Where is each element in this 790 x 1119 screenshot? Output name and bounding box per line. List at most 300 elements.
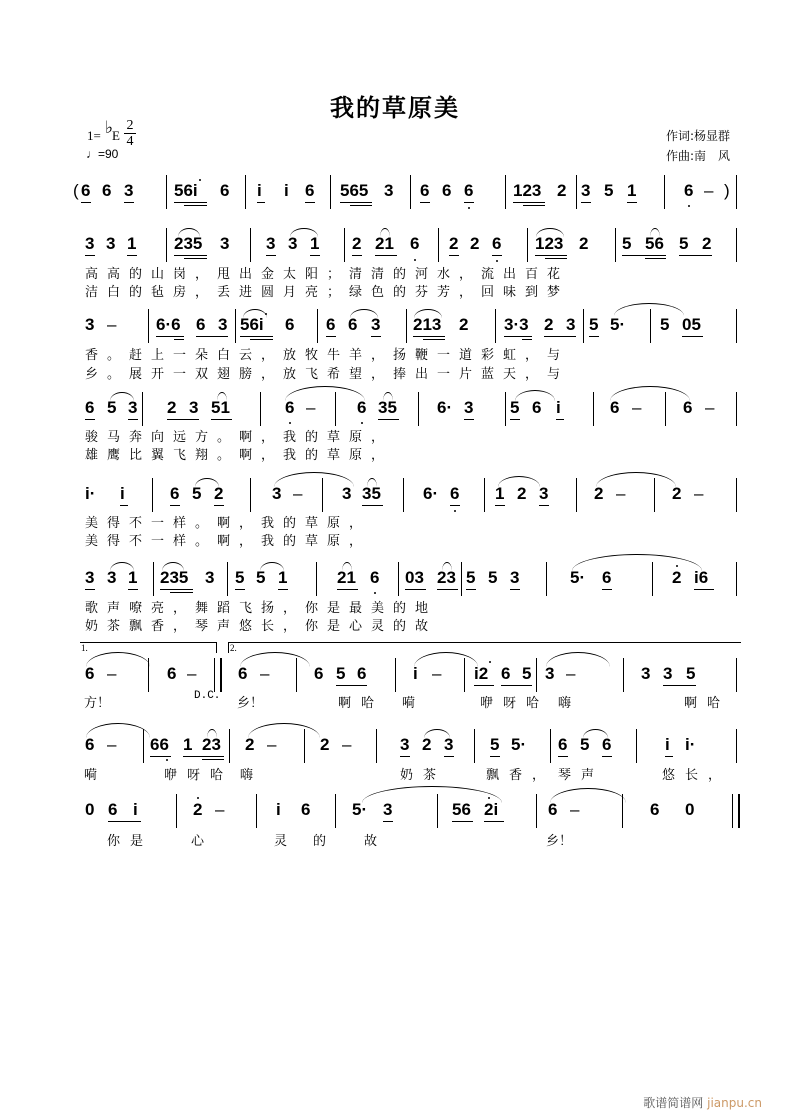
time-bottom: 4 [124,133,136,149]
volta-second-ending [228,642,741,653]
note: 3 [288,234,298,253]
lyric: 咿呀哈 [164,768,234,783]
note: 0 [85,800,95,819]
barline [152,478,153,512]
double-barline [214,658,222,692]
lyrics-verse-2 [80,444,740,463]
barline [296,658,297,692]
note: i [276,800,281,819]
note: 6 [108,800,118,819]
note: 2 [214,484,224,503]
note: 3 [383,800,393,819]
barline [636,729,637,763]
staff-row-7 [80,664,740,694]
note: 5 [679,234,689,253]
barline [322,478,323,512]
note: 2 [672,568,682,587]
staff-row-6 [80,568,740,598]
time-signature [124,118,136,149]
barline [235,309,236,343]
barline [736,309,737,343]
note: 6 [464,181,474,200]
note: i [665,735,670,754]
key-note: E [112,128,120,143]
note: 6 [305,181,315,200]
note: 5 [604,181,614,200]
lyric: 悠长， [662,768,732,783]
lyric: 灵的 [274,834,353,849]
note: 2 [702,234,712,253]
paren-close: ) [724,181,730,200]
note: i2 [474,664,489,683]
lyrics-verse-1 [80,512,740,531]
note: 5 [510,398,520,417]
note: 6·6 [156,315,181,334]
note: 1 [627,181,637,200]
note: 6 [357,398,367,417]
barline [250,478,251,512]
note: 0 [685,800,695,819]
note: 35 [362,484,381,503]
staff-row-5 [80,484,740,514]
barline [576,175,577,209]
staff-row-3 [80,315,740,345]
barline [256,794,257,828]
lyric: 乡！ [237,696,264,711]
lyrics-verse-2 [80,363,740,382]
barline [546,562,547,596]
barline [260,392,261,426]
note: i· [685,735,696,754]
staff-row-4 [80,398,740,428]
lyric: 方！ [84,696,111,711]
note: 03 [405,568,424,587]
barline [623,658,624,692]
barline [250,228,251,262]
lyrics-verse-2 [80,281,740,300]
note: 3 [106,234,116,253]
note: 6 [492,234,502,253]
dash: – [566,664,576,683]
staff-row-9 [80,800,740,830]
lyrics-verse-1 [80,597,740,616]
watermark [643,1094,762,1111]
note: 2 [470,234,480,253]
lyric: 啊哈 [684,696,731,711]
note: 6 [650,800,660,819]
lyrics-verse-1 [80,426,740,445]
barline [398,562,399,596]
dash: – [215,800,225,819]
note: 565 [340,181,369,200]
barline [304,729,305,763]
note: 3 [85,315,95,334]
note: 5 [580,735,590,754]
note: 213 [413,315,442,334]
barline [495,309,496,343]
note: 5 [522,664,532,683]
note: 2i [484,800,499,819]
barline [403,478,404,512]
note: 1 [183,735,193,754]
note: 2 [594,484,604,503]
note: 6 [85,664,95,683]
dash: – [704,181,714,200]
note: 3 [218,315,228,334]
note: 6 [81,181,91,200]
note: 6 [684,181,694,200]
volta-label: 2. [230,643,237,653]
key-prefix: 1= [87,128,101,143]
note: 123 [513,181,542,200]
note: 6 [238,664,248,683]
barline [736,228,737,262]
lyric-line: 骏马奔向远方。啊，我的草原， [85,430,394,445]
note: i [257,181,262,200]
dash: – [260,664,270,683]
lyric-line: 美得不一样。啊，我的草原， [85,534,372,549]
note: 2 [193,800,203,819]
note: 56 [452,800,471,819]
note: 2 [672,484,682,503]
note: 2 [517,484,527,503]
barline [622,794,623,828]
note: 1 [127,234,137,253]
dash: – [187,664,197,683]
note: 6 [532,398,542,417]
note: i [413,664,418,683]
note: 3 [539,484,549,503]
note: 3 [342,484,352,503]
note: 2 [352,234,362,253]
note: 05 [682,315,701,334]
barline [166,228,167,262]
note: 6 [420,181,430,200]
note: 5 [107,398,117,417]
lyric-line: 香。赶上一朵白云，放牧牛羊，扬鞭一道彩虹，与 [85,348,570,363]
note: 5 [192,484,202,503]
barline [736,478,737,512]
note: 6 [370,568,380,587]
note: 6 [85,398,95,417]
barline [142,392,143,426]
barline [227,562,228,596]
barline [505,175,506,209]
note: 51 [211,398,230,417]
note: 2 [320,735,330,754]
note: 1 [310,234,320,253]
lyrics-row-9 [80,830,740,849]
barline [335,794,336,828]
note: 5 [589,315,599,334]
note: 6 [501,664,511,683]
dash: – [107,315,117,334]
note: 5· [352,800,368,819]
barline [536,794,537,828]
lyric: 你是 [107,834,154,849]
note: 6 [285,398,295,417]
note: 2 [167,398,177,417]
note: i [120,484,125,503]
note: 3 [85,234,95,253]
barline [418,392,419,426]
barline [344,228,345,262]
barline [736,392,737,426]
note: 6 [610,398,620,417]
dash: – [694,484,704,503]
note: 3 [510,568,520,587]
note: 3 [266,234,276,253]
lyrics-row-7 [80,690,740,711]
credits [666,126,730,166]
note: 3 [205,568,215,587]
note: 235 [160,568,189,587]
note: 3 [107,568,117,587]
note: 5 [622,234,632,253]
dash: – [570,800,580,819]
barline [330,175,331,209]
note: 2 [459,315,469,334]
lyricist: 作词:杨显群 [665,129,730,143]
note: 3 [124,181,134,200]
note: 5 [660,315,670,334]
barline [166,175,167,209]
volta-label: 1. [81,643,88,653]
note: 6 [170,484,180,503]
note: 23 [202,735,221,754]
note: 6 [167,664,177,683]
note: 2 [544,315,554,334]
lyric-line: 乡。展开一双翅膀，放飞希望，捧出一片蓝天，与 [85,367,570,382]
watermark-cn: 歌谱简谱网 [643,1096,704,1110]
barline [461,562,462,596]
staff-row-1 [73,181,740,211]
barline [317,309,318,343]
note: 6 [326,315,336,334]
dash: – [632,398,642,417]
lyric-line: 歌声嘹亮，舞蹈飞扬，你是最美的地 [85,601,438,616]
dash: – [267,735,277,754]
barline [536,658,537,692]
barline [484,478,485,512]
note: 3 [85,568,95,587]
dash: – [432,664,442,683]
note: 3 [189,398,199,417]
barline [527,228,528,262]
barline [583,309,584,343]
note: 3 [272,484,282,503]
note: 6 [102,181,112,200]
note: 1 [128,568,138,587]
note: 6 [602,568,612,587]
paren-open: ( [73,181,79,200]
note: 5· [570,568,586,587]
barline [665,392,666,426]
note: 6 [450,484,460,503]
note: 3 [464,398,474,417]
barline [593,392,594,426]
note: 1 [495,484,505,503]
note: 6 [301,800,311,819]
note: 6 [314,664,324,683]
dc-marking: D.C. [194,690,221,702]
barline [410,175,411,209]
barline [736,729,737,763]
note: 2 [422,735,432,754]
barline [464,658,465,692]
note: 6 [442,181,452,200]
barline [148,658,149,692]
note: 6 [602,735,612,754]
barline [395,658,396,692]
note: 2 [245,735,255,754]
barline [148,309,149,343]
barline [229,729,230,763]
lyrics-row-8 [80,764,740,783]
note: 1 [278,568,288,587]
note: 21 [337,568,356,587]
lyrics-verse-2 [80,530,740,549]
lyric: 嗨 [240,768,254,783]
note: 3 [128,398,138,417]
note: 5 [235,568,245,587]
lyric: 乡！ [546,834,573,849]
staff-row-2 [80,234,740,264]
lyric: 啊哈 [338,696,385,711]
note: 3 [400,735,410,754]
barline [406,309,407,343]
lyric: 嗨 [558,696,572,711]
lyric: 故 [364,834,378,849]
note: 23 [437,568,456,587]
barline [654,478,655,512]
lyric: 嗬 [84,768,98,783]
note: 6 [220,181,230,200]
barline [153,562,154,596]
lyric: 奶茶 [400,768,447,783]
barline [736,658,737,692]
barline [615,228,616,262]
lyric: 咿呀哈 [480,696,550,711]
song-title: 我的草原美 [330,94,460,122]
lyrics-verse-1 [80,344,740,363]
barline [316,562,317,596]
barline [245,175,246,209]
note: 2 [579,234,589,253]
barline [664,175,665,209]
note: 56 [645,234,664,253]
note: 6 [683,398,693,417]
note: 5 [256,568,266,587]
dash: – [616,484,626,503]
barline [736,562,737,596]
note: 66 [150,735,169,754]
lyric: 心 [191,834,205,849]
note: 2 [449,234,459,253]
note: 3 [545,664,555,683]
note: 5 [466,568,476,587]
note: 5 [336,664,346,683]
composer: 作曲:南 风 [665,149,730,163]
dash: – [293,484,303,503]
dash: – [705,398,715,417]
note: 2 [557,181,567,200]
note: 56i [174,181,198,200]
barline [736,175,737,209]
note: 3 [641,664,651,683]
dash: – [107,664,117,683]
note: 6 [357,664,367,683]
lyric-line: 美得不一样。啊，我的草原， [85,516,372,531]
note: 5 [686,664,696,683]
note: i· [85,484,96,503]
lyric: 嗬 [402,696,416,711]
barline [652,562,653,596]
note: 235 [174,234,203,253]
note: 6 [85,735,95,754]
quarter-note-icon: ♩ [86,147,98,161]
note: 3 [581,181,591,200]
barline [437,794,438,828]
note: i6 [694,568,709,587]
note: 5· [511,735,527,754]
staff-row-8 [80,735,740,765]
note: 5 [490,735,500,754]
lyrics-verse-2 [80,615,740,634]
dash: – [107,735,117,754]
note: 3 [663,664,673,683]
note: 5 [488,568,498,587]
lyric: 琴声 [558,768,605,783]
note: 6 [548,800,558,819]
note: i [556,398,561,417]
note: 6 [348,315,358,334]
note: 3 [444,735,454,754]
note: 6 [558,735,568,754]
note: 3 [384,181,394,200]
note: i [284,181,289,200]
note: 123 [535,234,564,253]
time-top: 2 [126,118,134,133]
note: 3·3 [504,315,529,334]
barline [176,794,177,828]
barline [335,392,336,426]
barline [576,478,577,512]
lyric: 飘香， [486,768,556,783]
barline [474,729,475,763]
barline [550,729,551,763]
note: 6 [410,234,420,253]
note: 3 [371,315,381,334]
barline [143,729,144,763]
dash: – [306,398,316,417]
tempo-value: =90 [98,147,119,161]
note: 6 [196,315,206,334]
note: 3 [566,315,576,334]
note: 6 [285,315,295,334]
note: 35 [378,398,397,417]
note: i [133,800,138,819]
lyrics-verse-1 [80,263,740,282]
lyric-line: 奶茶飘香，琴声悠长，你是心灵的故 [85,619,438,634]
flat-icon: ♭ [105,118,114,138]
note: 6· [437,398,453,417]
dash: – [342,735,352,754]
final-barline [732,794,740,828]
watermark-en: jianpu.cn [707,1096,762,1110]
barline [650,309,651,343]
barline [376,729,377,763]
